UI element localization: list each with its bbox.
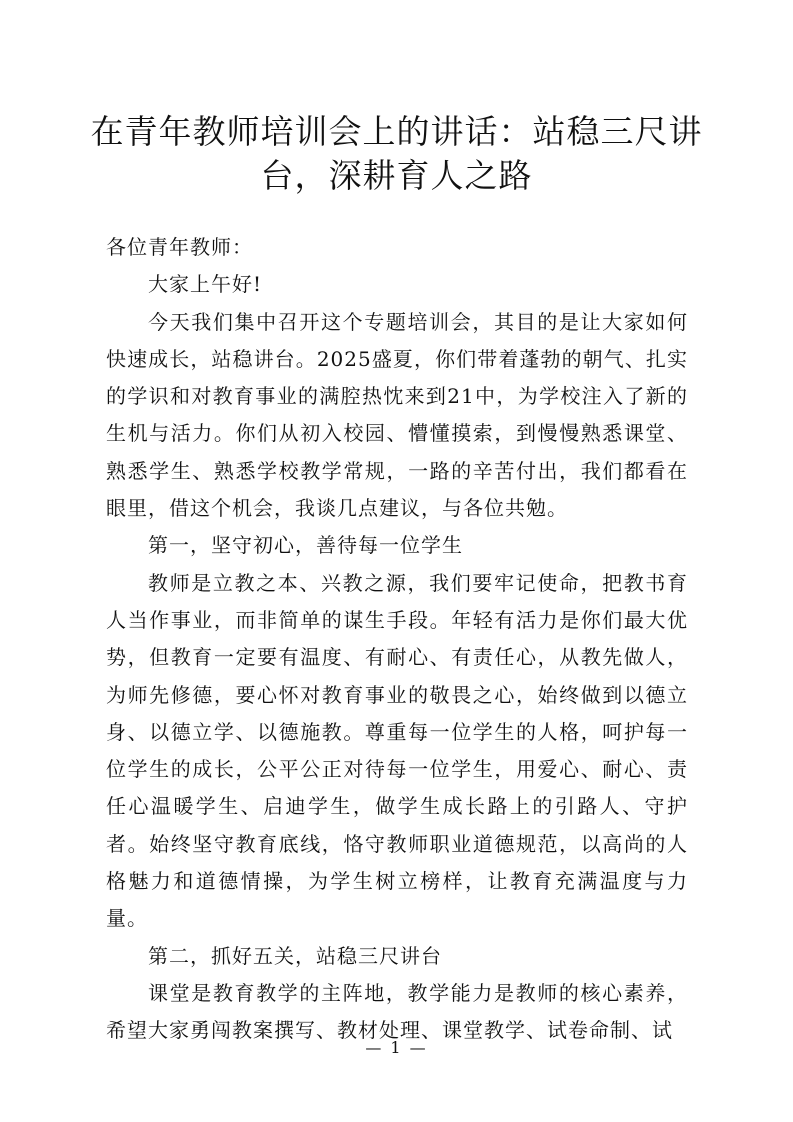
salutation: 各位青年教师： xyxy=(106,235,253,259)
document-body xyxy=(106,229,688,1050)
body-paragraph: 教师是立教之本、兴教之源，我们要牢记使命，把教书育人当作事业，而非简单的谋生手段。年轻有活力是你们最大优势，但教育一定要有温度、有耐心、有责任心，从教先做人，为师先修德，要心怀对教育事业的敬畏之心，始终做到以德立身、以德立学、以德施教。尊重每一位学生的人格，呵护每一位学生的成长，公平公正对待每一位学生，用爱心、耐心、责任心温暖学生、启迪学生，做学生成长路上的引路人、守护者。始终坚守教育底线，恪守教师职业道德规范，以高尚的人格魅力和道德情操，为学生树立榜样，让教育充满温度与力量。 xyxy=(106,570,688,931)
body-paragraph: 今天我们集中召开这个专题培训会，其目的是让大家如何快速成长，站稳讲台。2025盛夏，你们带着蓬勃的朝气、扎实的学识和对教育事业的满腔热忱来到21中，为学校注入了新的生机与活力。你们从初入校园、懵懂摸索，到慢慢熟悉课堂、熟悉学生、熟悉学校教学常规，一路的辛苦付出，我们都看在眼里，借这个机会，我谈几点建议，与各位共勉。 xyxy=(106,309,688,521)
section-heading: 第一，坚守初心，善待每一位学生 xyxy=(148,533,463,558)
section-heading: 第二，抓好五关，站稳三尺讲台 xyxy=(148,943,442,968)
body-paragraph: 课堂是教育教学的主阵地，教学能力是教师的核心素养，希望大家勇闯教案撰写、教材处理、课堂教学、试卷命制、试 xyxy=(106,980,688,1043)
document-title: 在青年教师培训会上的讲话：站稳三尺讲台，深耕育人之路 xyxy=(90,112,703,195)
page-number: — 1 — xyxy=(365,1038,428,1057)
greeting: 大家上午好! xyxy=(148,272,263,297)
